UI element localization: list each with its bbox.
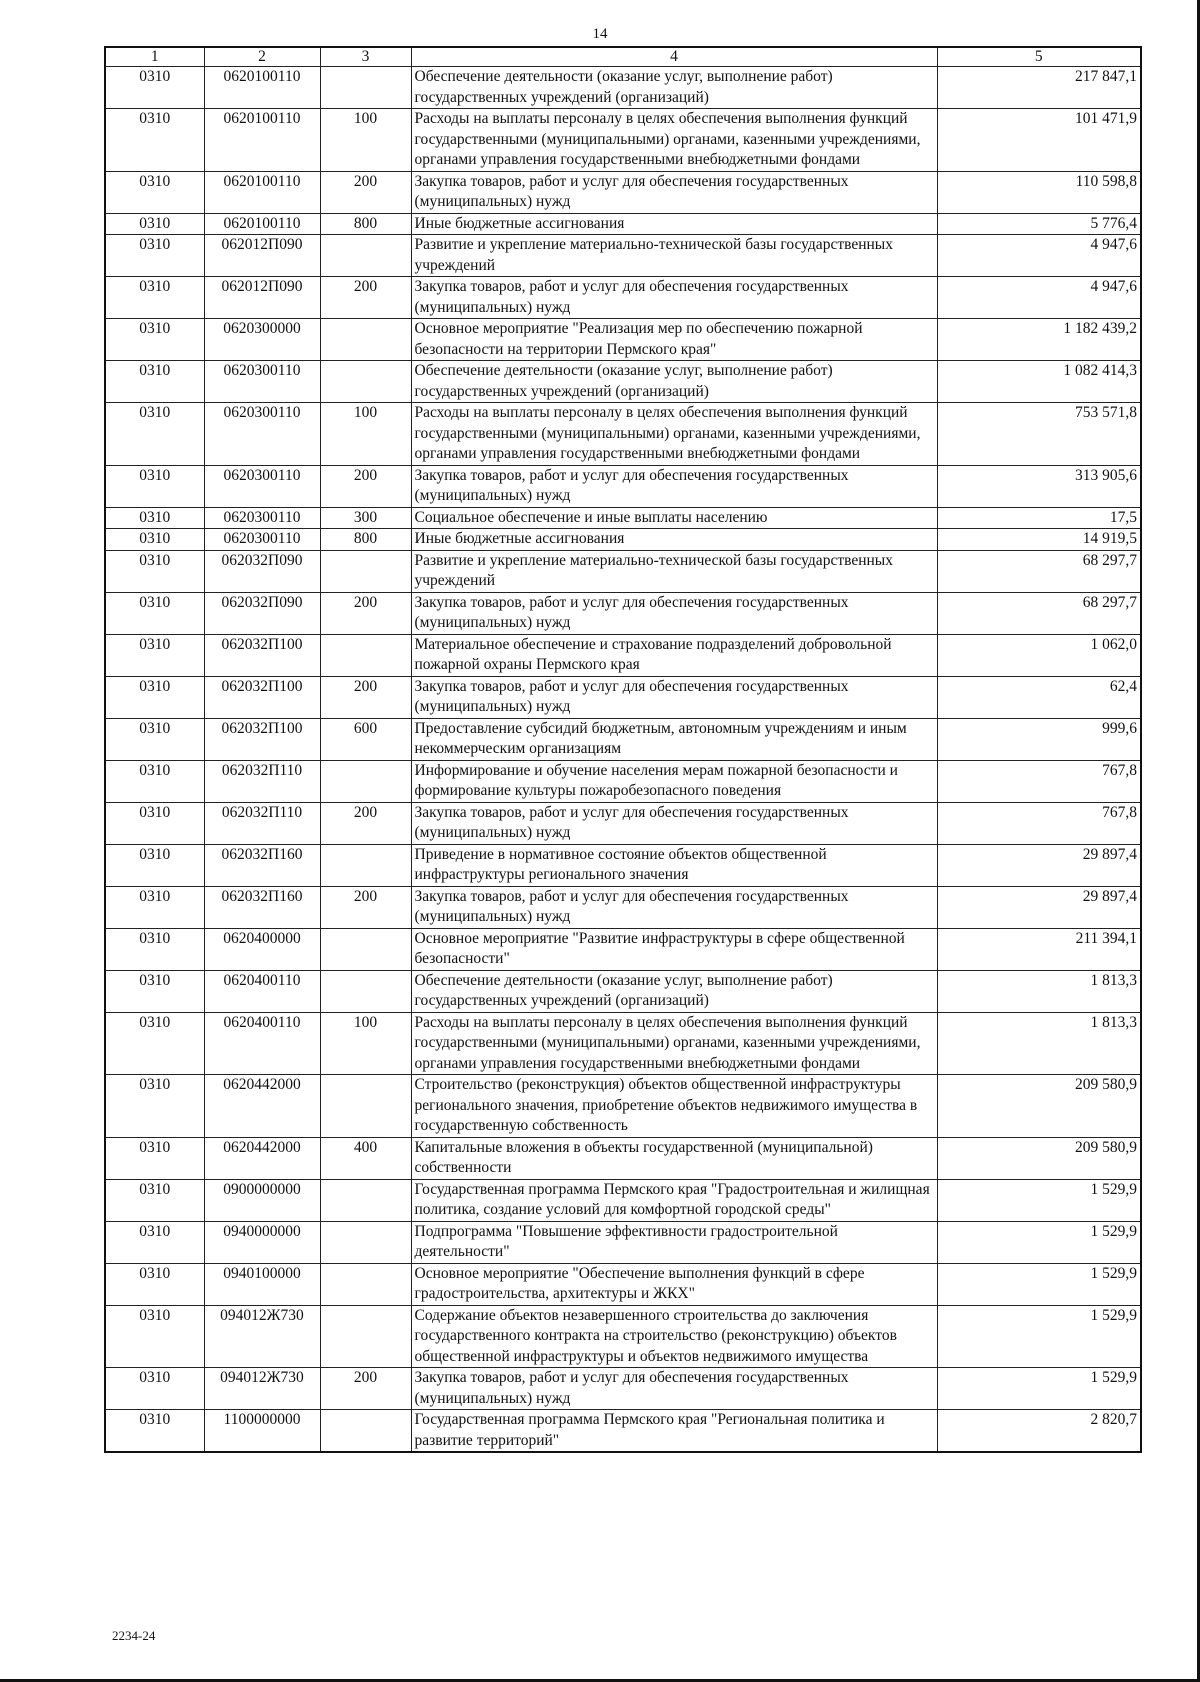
cell-section-code: 0310 [105, 1221, 204, 1263]
table-row [105, 361, 1141, 403]
budget-table [104, 46, 1142, 1453]
cell-section-code: 0310 [105, 235, 204, 277]
cell-description: Информирование и обучение населения мерам пожарной безопасности и формирование культуры пожаробезопасного поведения [411, 760, 937, 802]
table-row [105, 1179, 1141, 1221]
cell-description: Закупка товаров, работ и услуг для обеспечения государственных (муниципальных) нужд [411, 802, 937, 844]
table-row [105, 1368, 1141, 1410]
table-body [105, 67, 1141, 1453]
table-row [105, 802, 1141, 844]
cell-description: Иные бюджетные ассигнования [411, 213, 937, 235]
cell-description: Закупка товаров, работ и услуг для обеспечения государственных (муниципальных) нужд [411, 592, 937, 634]
table-row [105, 277, 1141, 319]
cell-section-code: 0310 [105, 844, 204, 886]
cell-expense-type-code [320, 760, 411, 802]
cell-target-item-code: 0620100110 [204, 213, 320, 235]
table-row [105, 67, 1141, 109]
cell-section-code: 0310 [105, 529, 204, 551]
table-row [105, 760, 1141, 802]
cell-amount: 1 529,9 [937, 1221, 1141, 1263]
header-row [105, 47, 1141, 67]
column-header-expense-type: 3 [320, 47, 411, 67]
cell-target-item-code: 062032П090 [204, 592, 320, 634]
cell-description: Развитие и укрепление материально-технической базы государственных учреждений [411, 235, 937, 277]
cell-amount: 17,5 [937, 507, 1141, 529]
table-row [105, 970, 1141, 1012]
table-row [105, 1305, 1141, 1368]
cell-description: Иные бюджетные ассигнования [411, 529, 937, 551]
cell-description: Материальное обеспечение и страхование подразделений добровольной пожарной охраны Пермского края [411, 634, 937, 676]
cell-target-item-code: 0620400110 [204, 970, 320, 1012]
cell-expense-type-code [320, 634, 411, 676]
cell-target-item-code: 0620300110 [204, 403, 320, 466]
cell-target-item-code: 062032П160 [204, 886, 320, 928]
table-row [105, 592, 1141, 634]
cell-description: Социальное обеспечение и иные выплаты населению [411, 507, 937, 529]
cell-amount: 1 529,9 [937, 1263, 1141, 1305]
cell-amount: 209 580,9 [937, 1075, 1141, 1138]
cell-section-code: 0310 [105, 277, 204, 319]
cell-section-code: 0310 [105, 465, 204, 507]
cell-section-code: 0310 [105, 886, 204, 928]
cell-amount: 1 529,9 [937, 1179, 1141, 1221]
cell-section-code: 0310 [105, 109, 204, 172]
cell-expense-type-code: 300 [320, 507, 411, 529]
cell-target-item-code: 0620300110 [204, 465, 320, 507]
cell-amount: 767,8 [937, 760, 1141, 802]
cell-target-item-code: 062032П100 [204, 676, 320, 718]
cell-section-code: 0310 [105, 970, 204, 1012]
cell-description: Расходы на выплаты персоналу в целях обеспечения выполнения функций государственными (муниципальными) органами, казенными учреждениями, органами управления государственными внебюджетными фондами [411, 403, 937, 466]
cell-amount: 209 580,9 [937, 1137, 1141, 1179]
table-row [105, 1012, 1141, 1075]
cell-expense-type-code [320, 550, 411, 592]
cell-target-item-code: 062032П100 [204, 718, 320, 760]
cell-target-item-code: 0940100000 [204, 1263, 320, 1305]
cell-section-code: 0310 [105, 1410, 204, 1453]
cell-target-item-code: 094012Ж730 [204, 1305, 320, 1368]
document-code: 2234-24 [112, 1628, 156, 1643]
cell-target-item-code: 0620300110 [204, 507, 320, 529]
table-row [105, 634, 1141, 676]
table-row [105, 1221, 1141, 1263]
cell-expense-type-code: 400 [320, 1137, 411, 1179]
table-row [105, 928, 1141, 970]
cell-section-code: 0310 [105, 1305, 204, 1368]
table-row [105, 213, 1141, 235]
page-number: 14 [592, 26, 608, 42]
cell-section-code: 0310 [105, 760, 204, 802]
cell-amount: 68 297,7 [937, 592, 1141, 634]
cell-description: Расходы на выплаты персоналу в целях обеспечения выполнения функций государственными (муниципальными) органами, казенными учреждениями, органами управления государственными внебюджетными фондами [411, 1012, 937, 1075]
cell-expense-type-code [320, 1410, 411, 1453]
cell-amount: 1 062,0 [937, 634, 1141, 676]
cell-target-item-code: 0620300110 [204, 361, 320, 403]
cell-amount: 1 813,3 [937, 1012, 1141, 1075]
cell-amount: 1 813,3 [937, 970, 1141, 1012]
cell-section-code: 0310 [105, 319, 204, 361]
column-header-description: 4 [411, 47, 937, 67]
column-header-amount: 5 [937, 47, 1141, 67]
cell-target-item-code: 0620442000 [204, 1137, 320, 1179]
cell-expense-type-code [320, 235, 411, 277]
cell-amount: 14 919,5 [937, 529, 1141, 551]
cell-description: Содержание объектов незавершенного строительства до заключения государственного контракта на строительство (реконструкцию) объектов общественной инфраструктуры и объектов недвижимого имущества [411, 1305, 937, 1368]
cell-expense-type-code: 600 [320, 718, 411, 760]
cell-section-code: 0310 [105, 550, 204, 592]
cell-section-code: 0310 [105, 67, 204, 109]
cell-section-code: 0310 [105, 1137, 204, 1179]
cell-expense-type-code [320, 361, 411, 403]
cell-amount: 313 905,6 [937, 465, 1141, 507]
table-row [105, 235, 1141, 277]
cell-amount: 217 847,1 [937, 67, 1141, 109]
cell-expense-type-code: 200 [320, 171, 411, 213]
cell-target-item-code: 1100000000 [204, 1410, 320, 1453]
cell-section-code: 0310 [105, 1263, 204, 1305]
cell-amount: 2 820,7 [937, 1410, 1141, 1453]
cell-expense-type-code [320, 1075, 411, 1138]
cell-expense-type-code: 800 [320, 529, 411, 551]
cell-section-code: 0310 [105, 361, 204, 403]
cell-section-code: 0310 [105, 1368, 204, 1410]
cell-expense-type-code [320, 844, 411, 886]
cell-expense-type-code: 800 [320, 213, 411, 235]
cell-target-item-code: 0620300110 [204, 529, 320, 551]
cell-section-code: 0310 [105, 1012, 204, 1075]
cell-description: Закупка товаров, работ и услуг для обеспечения государственных (муниципальных) нужд [411, 465, 937, 507]
cell-section-code: 0310 [105, 802, 204, 844]
cell-amount: 1 529,9 [937, 1368, 1141, 1410]
cell-expense-type-code: 100 [320, 403, 411, 466]
cell-expense-type-code: 200 [320, 465, 411, 507]
cell-target-item-code: 062032П110 [204, 760, 320, 802]
cell-section-code: 0310 [105, 213, 204, 235]
cell-description: Государственная программа Пермского края "Региональная политика и развитие территорий" [411, 1410, 937, 1453]
cell-description: Закупка товаров, работ и услуг для обеспечения государственных (муниципальных) нужд [411, 1368, 937, 1410]
cell-description: Строительство (реконструкция) объектов общественной инфраструктуры регионального значения, приобретение объектов недвижимого имущества в государственную собственность [411, 1075, 937, 1138]
cell-description: Закупка товаров, работ и услуг для обеспечения государственных (муниципальных) нужд [411, 171, 937, 213]
table-row [105, 1137, 1141, 1179]
table-row [105, 109, 1141, 172]
cell-expense-type-code: 200 [320, 676, 411, 718]
cell-section-code: 0310 [105, 1179, 204, 1221]
cell-section-code: 0310 [105, 403, 204, 466]
table-row [105, 1410, 1141, 1453]
cell-description: Обеспечение деятельности (оказание услуг, выполнение работ) государственных учреждений (организаций) [411, 67, 937, 109]
cell-target-item-code: 0900000000 [204, 1179, 320, 1221]
cell-target-item-code: 0620400000 [204, 928, 320, 970]
cell-description: Капитальные вложения в объекты государственной (муниципальной) собственности [411, 1137, 937, 1179]
cell-amount: 62,4 [937, 676, 1141, 718]
table-row [105, 465, 1141, 507]
cell-section-code: 0310 [105, 676, 204, 718]
cell-target-item-code: 0620100110 [204, 171, 320, 213]
cell-description: Основное мероприятие "Реализация мер по обеспечению пожарной безопасности на территории Пермского края" [411, 319, 937, 361]
cell-description: Расходы на выплаты персоналу в целях обеспечения выполнения функций государственными (муниципальными) органами, казенными учреждениями, органами управления государственными внебюджетными фондами [411, 109, 937, 172]
cell-section-code: 0310 [105, 507, 204, 529]
cell-target-item-code: 062012П090 [204, 277, 320, 319]
cell-description: Развитие и укрепление материально-технической базы государственных учреждений [411, 550, 937, 592]
cell-expense-type-code: 200 [320, 592, 411, 634]
cell-target-item-code: 0620400110 [204, 1012, 320, 1075]
cell-section-code: 0310 [105, 592, 204, 634]
cell-amount: 4 947,6 [937, 235, 1141, 277]
cell-amount: 1 182 439,2 [937, 319, 1141, 361]
table-row [105, 676, 1141, 718]
table-row [105, 507, 1141, 529]
cell-amount: 753 571,8 [937, 403, 1141, 466]
table-row [105, 1075, 1141, 1138]
cell-description: Предоставление субсидий бюджетным, автономным учреждениям и иным некоммерческим организациям [411, 718, 937, 760]
cell-expense-type-code: 200 [320, 1368, 411, 1410]
cell-amount: 1 529,9 [937, 1305, 1141, 1368]
cell-expense-type-code [320, 1305, 411, 1368]
cell-expense-type-code [320, 928, 411, 970]
cell-amount: 999,6 [937, 718, 1141, 760]
cell-target-item-code: 062032П090 [204, 550, 320, 592]
table-row [105, 319, 1141, 361]
cell-section-code: 0310 [105, 718, 204, 760]
cell-target-item-code: 062032П100 [204, 634, 320, 676]
cell-expense-type-code [320, 319, 411, 361]
cell-amount: 29 897,4 [937, 844, 1141, 886]
cell-expense-type-code: 200 [320, 886, 411, 928]
cell-target-item-code: 0620100110 [204, 67, 320, 109]
cell-expense-type-code: 100 [320, 1012, 411, 1075]
cell-expense-type-code [320, 1263, 411, 1305]
cell-expense-type-code [320, 970, 411, 1012]
cell-target-item-code: 0620100110 [204, 109, 320, 172]
table-row [105, 171, 1141, 213]
cell-expense-type-code [320, 67, 411, 109]
cell-section-code: 0310 [105, 171, 204, 213]
cell-amount: 1 082 414,3 [937, 361, 1141, 403]
cell-target-item-code: 062012П090 [204, 235, 320, 277]
cell-target-item-code: 0620442000 [204, 1075, 320, 1138]
cell-expense-type-code: 200 [320, 277, 411, 319]
cell-amount: 767,8 [937, 802, 1141, 844]
table-header [105, 47, 1141, 67]
cell-expense-type-code [320, 1221, 411, 1263]
cell-amount: 5 776,4 [937, 213, 1141, 235]
cell-description: Закупка товаров, работ и услуг для обеспечения государственных (муниципальных) нужд [411, 277, 937, 319]
cell-description: Закупка товаров, работ и услуг для обеспечения государственных (муниципальных) нужд [411, 886, 937, 928]
cell-target-item-code: 0940000000 [204, 1221, 320, 1263]
table-row [105, 529, 1141, 551]
cell-description: Обеспечение деятельности (оказание услуг, выполнение работ) государственных учреждений (организаций) [411, 970, 937, 1012]
cell-description: Основное мероприятие "Развитие инфраструктуры в сфере общественной безопасности" [411, 928, 937, 970]
cell-expense-type-code: 100 [320, 109, 411, 172]
cell-description: Закупка товаров, работ и услуг для обеспечения государственных (муниципальных) нужд [411, 676, 937, 718]
cell-amount: 101 471,9 [937, 109, 1141, 172]
cell-description: Основное мероприятие "Обеспечение выполнения функций в сфере градостроительства, архитектуры и ЖКХ" [411, 1263, 937, 1305]
cell-section-code: 0310 [105, 634, 204, 676]
cell-description: Приведение в нормативное состояние объектов общественной инфраструктуры регионального значения [411, 844, 937, 886]
cell-target-item-code: 062032П110 [204, 802, 320, 844]
cell-target-item-code: 094012Ж730 [204, 1368, 320, 1410]
cell-amount: 68 297,7 [937, 550, 1141, 592]
column-header-section: 1 [105, 47, 204, 67]
cell-section-code: 0310 [105, 1075, 204, 1138]
table-row [105, 550, 1141, 592]
cell-description: Обеспечение деятельности (оказание услуг, выполнение работ) государственных учреждений (организаций) [411, 361, 937, 403]
cell-amount: 29 897,4 [937, 886, 1141, 928]
table-row [105, 844, 1141, 886]
cell-section-code: 0310 [105, 928, 204, 970]
table-row [105, 403, 1141, 466]
cell-description: Подпрограмма "Повышение эффективности градостроительной деятельности" [411, 1221, 937, 1263]
cell-expense-type-code [320, 1179, 411, 1221]
cell-description: Государственная программа Пермского края "Градостроительная и жилищная политика, создание условий для комфортной городской среды" [411, 1179, 937, 1221]
cell-target-item-code: 062032П160 [204, 844, 320, 886]
table-row [105, 1263, 1141, 1305]
cell-amount: 110 598,8 [937, 171, 1141, 213]
cell-target-item-code: 0620300000 [204, 319, 320, 361]
table-row [105, 718, 1141, 760]
cell-amount: 4 947,6 [937, 277, 1141, 319]
table-row [105, 886, 1141, 928]
column-header-target-item: 2 [204, 47, 320, 67]
cell-amount: 211 394,1 [937, 928, 1141, 970]
cell-expense-type-code: 200 [320, 802, 411, 844]
